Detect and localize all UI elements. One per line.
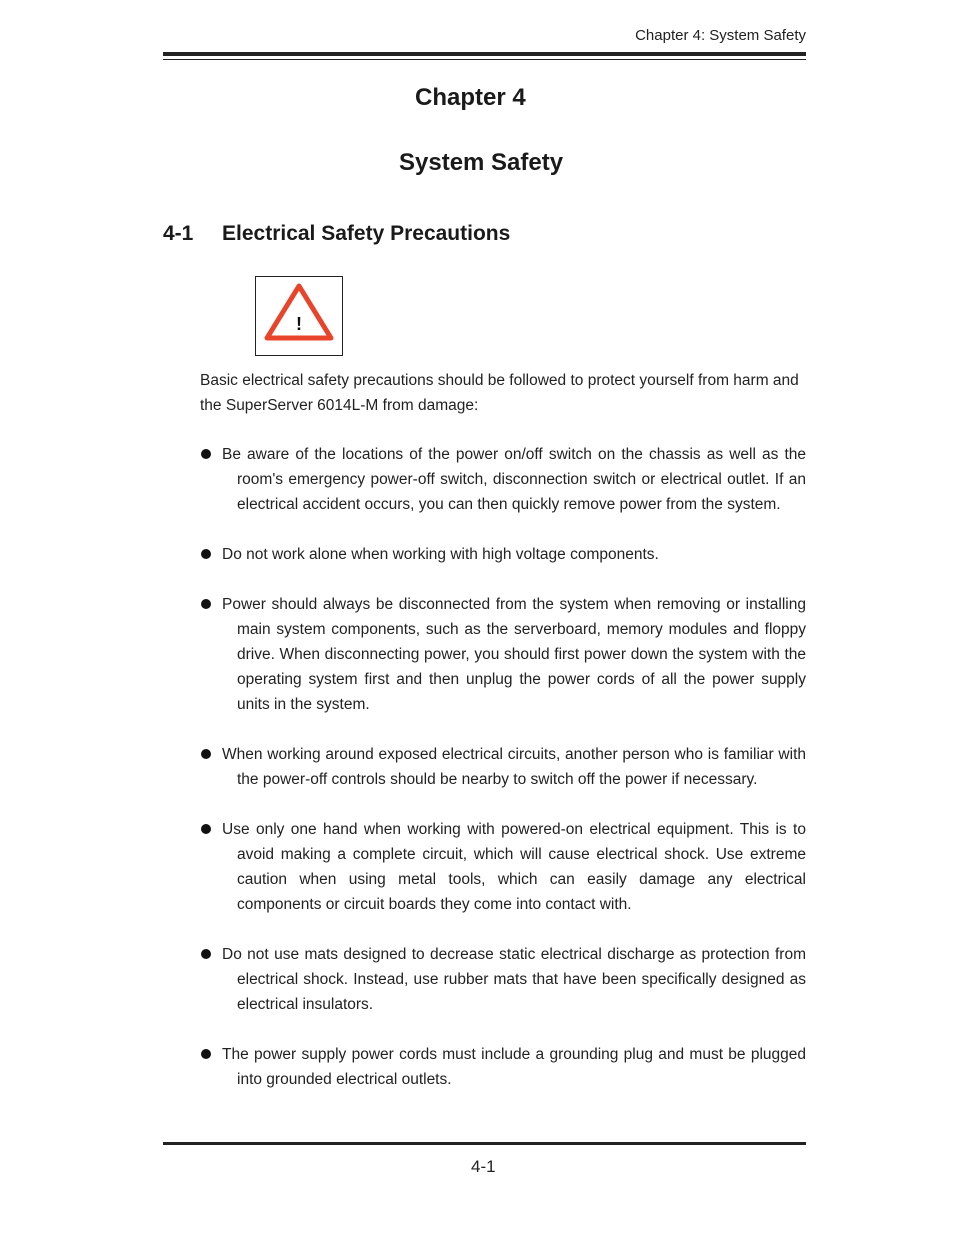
bullet-icon — [201, 749, 211, 759]
section-heading — [163, 222, 510, 246]
section-number: 4-1 — [163, 222, 194, 245]
chapter-label: Chapter 4 — [415, 84, 526, 111]
list-item-text: Be aware of the locations of the power on/off switch on the chassis as well as the room's emergency power-off switch, disconnection switch or electrical outlet. If an electrical accident occurs, you can then quickly remove power from the system. — [222, 446, 806, 513]
list-item — [200, 542, 806, 567]
warning-triangle-icon — [264, 282, 334, 342]
intro-paragraph: Basic electrical safety precautions should be followed to protect yourself from harm and the SuperServer 6014L-M from damage: — [200, 372, 799, 414]
precaution-list — [200, 442, 806, 1117]
running-header: Chapter 4: System Safety — [635, 27, 806, 44]
list-item-text: Power should always be disconnected from the system when removing or installing main system components, such as the serverboard, memory modules and floppy drive. When disconnecting power, you should first power down the system with the operating system first and then unplug the power cords of all the power supply units in the system. — [222, 596, 806, 713]
header-rule-thin — [163, 59, 806, 60]
footer-rule — [163, 1142, 806, 1145]
bullet-icon — [201, 824, 211, 834]
bullet-icon — [201, 599, 211, 609]
warning-symbol: ! — [296, 314, 302, 334]
list-item-text: Do not use mats designed to decrease static electrical discharge as protection from electrical shock. Instead, use rubber mats that have been specifically designed as electrical insulators. — [222, 946, 806, 1013]
list-item — [200, 742, 806, 792]
list-item-text: Do not work alone when working with high voltage components. — [222, 546, 659, 563]
list-item-text: The power supply power cords must include a grounding plug and must be plugged into grounded electrical outlets. — [222, 1046, 806, 1088]
warning-box — [255, 276, 343, 356]
list-item-text: When working around exposed electrical circuits, another person who is familiar with the power-off controls should be nearby to switch off the power if necessary. — [222, 746, 806, 788]
list-item — [200, 442, 806, 517]
list-item — [200, 942, 806, 1017]
bullet-icon — [201, 449, 211, 459]
bullet-icon — [201, 949, 211, 959]
bullet-icon — [201, 1049, 211, 1059]
header-rule-thick — [163, 52, 806, 56]
list-item — [200, 592, 806, 717]
list-item — [200, 817, 806, 917]
page-number: 4-1 — [471, 1157, 496, 1176]
chapter-title: System Safety — [399, 149, 564, 176]
list-item — [200, 1042, 806, 1092]
section-title: Electrical Safety Precautions — [222, 222, 511, 245]
bullet-icon — [201, 549, 211, 559]
list-item-text: Use only one hand when working with powered-on electrical equipment. This is to avoid making a complete circuit, which will cause electrical shock. Use extreme caution when using metal tools, which can easily damage any electrical components or circuit boards they come into contact with. — [222, 821, 806, 913]
